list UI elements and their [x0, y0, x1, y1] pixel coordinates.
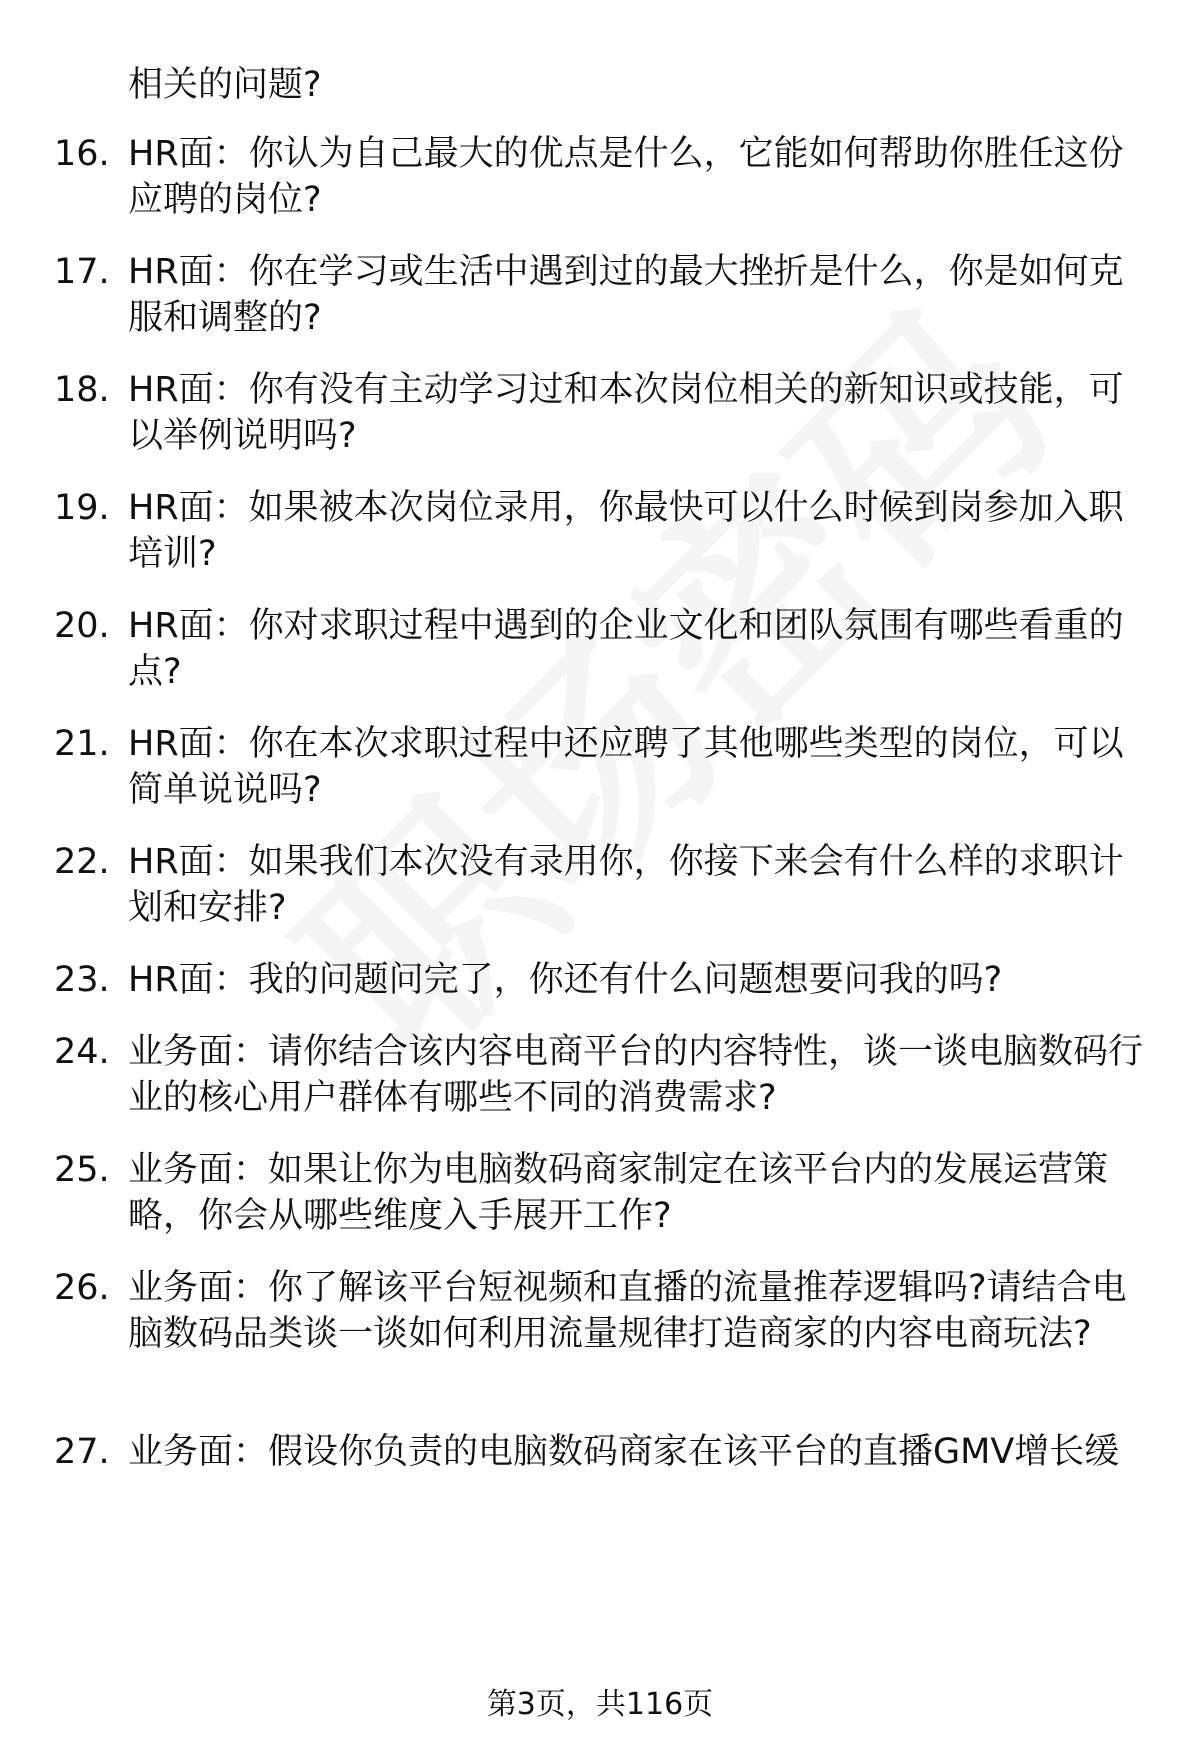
question-text: HR面：我的问题问完了，你还有什么问题想要问我的吗? — [128, 960, 1003, 1000]
question-text: 业务面：你了解该平台短视频和直播的流量推荐逻辑吗?请结合电脑数码品类谈一谈如何利用流量规律打造商家的内容电商玩法? — [128, 1268, 1127, 1354]
question-text: 业务面：如果让你为电脑数码商家制定在该平台内的发展运营策略，你会从哪些维度入手展开工作? — [128, 1150, 1109, 1236]
question-number: 24. — [54, 1032, 110, 1072]
continued-question-text: 相关的问题? — [128, 65, 322, 105]
question-number: 18. — [54, 370, 110, 410]
question-number: 27. — [54, 1432, 110, 1472]
question-number: 25. — [54, 1150, 110, 1190]
question-text: HR面：如果我们本次没有录用你，你接下来会有什么样的求职计划和安排? — [128, 842, 1124, 928]
question-number: 16. — [54, 134, 110, 174]
question-text: 业务面：请你结合该内容电商平台的内容特性，谈一谈电脑数码行业的核心用户群体有哪些不同的消费需求? — [128, 1032, 1144, 1118]
question-number: 26. — [54, 1268, 110, 1308]
question-number: 21. — [54, 724, 110, 764]
question-number: 19. — [54, 488, 110, 528]
question-text: 业务面：假设你负责的电脑数码商家在该平台的直播GMV增长缓 — [128, 1432, 1120, 1472]
question-text: HR面：你有没有主动学习过和本次岗位相关的新知识或技能，可以举例说明吗? — [128, 370, 1124, 456]
question-number: 17. — [54, 252, 110, 292]
question-text: HR面：你在学习或生活中遇到过的最大挫折是什么，你是如何克服和调整的? — [128, 252, 1124, 338]
question-text: HR面：你对求职过程中遇到的企业文化和团队氛围有哪些看重的点? — [128, 606, 1124, 692]
question-number: 23. — [54, 960, 110, 1000]
question-text: HR面：如果被本次岗位录用，你最快可以什么时候到岗参加入职培训? — [128, 488, 1124, 574]
question-text: HR面：你在本次求职过程中还应聘了其他哪些类型的岗位，可以简单说说吗? — [128, 724, 1124, 810]
question-text: HR面：你认为自己最大的优点是什么，它能如何帮助你胜任这份应聘的岗位? — [128, 134, 1124, 220]
question-number: 20. — [54, 606, 110, 646]
question-number: 22. — [54, 842, 110, 882]
page-footer: 第3页，共116页 — [486, 1687, 714, 1722]
